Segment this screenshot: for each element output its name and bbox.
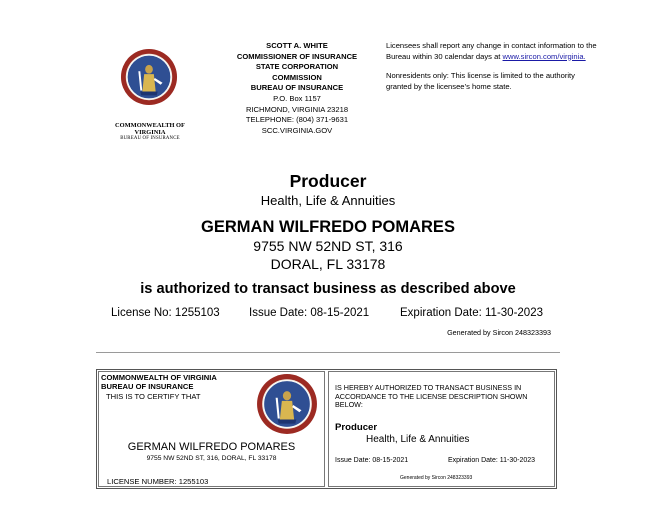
license-number: License No: 1255103 (111, 307, 220, 319)
agency-line-2: COMMISSION (272, 72, 322, 82)
commissioner-title: COMMISSIONER OF INSURANCE (236, 51, 358, 61)
telephone: TELEPHONE: (804) 371-9631 (245, 115, 349, 125)
issue-date: Issue Date: 08-15-2021 (249, 307, 370, 319)
card-license-number: LICENSE NUMBER: 1255103 (107, 477, 209, 486)
card-bureau: BUREAU OF INSURANCE (101, 382, 194, 391)
commissioner-name: SCOTT A. WHITE (266, 41, 328, 50)
agency-line-1: STATE CORPORATION (255, 62, 339, 72)
seal-caption (98, 122, 202, 136)
card-address: 9755 NW 52ND ST, 316, DORAL, FL 33178 (146, 455, 277, 462)
lines-of-authority: Health, Life & Annuities (260, 193, 396, 208)
card-seal-icon (256, 373, 318, 435)
card-state: COMMONWEALTH OF VIRGINIA (101, 373, 217, 382)
expiration-date: Expiration Date: 11-30-2023 (400, 307, 543, 319)
contact-change-text: Licensees shall report any change in contact information to the Bureau within 30 calendar days at (386, 41, 597, 61)
website: SCC.VIRGINIA.GOV (261, 125, 333, 135)
seal-caption-commonwealth: COMMONWEALTH OF (115, 122, 185, 129)
card-generated-by: Generated by Sircon 248323393 (400, 475, 473, 481)
commissioner-block (226, 41, 368, 136)
card-lines-of-authority: Health, Life & Annuities (366, 434, 470, 445)
address-line-1: 9755 NW 52ND ST, 316 (253, 238, 403, 254)
address-line-2: DORAL, FL 33178 (270, 256, 386, 272)
cut-line-divider (96, 352, 560, 353)
card-certify: THIS IS TO CERTIFY THAT (106, 392, 201, 401)
license-notes (386, 41, 598, 92)
nonresident-note: Nonresidents only: This license is limited to the authority granted by the licensee’s home state. (386, 71, 575, 91)
card-issue-date: Issue Date: 08-15-2021 (335, 457, 409, 464)
card-expiration-date: Expiration Date: 11-30-2023 (448, 457, 536, 464)
sircon-link[interactable]: www.sircon.com/virginia. (502, 51, 586, 61)
generated-by: Generated by Sircon 248323393 (447, 328, 551, 337)
agency-line-3: BUREAU OF INSURANCE (250, 83, 344, 93)
seal-caption-bureau: BUREAU OF INSURANCE (120, 136, 180, 141)
city: RICHMOND, VIRGINIA 23218 (245, 104, 349, 114)
authorized-statement: is authorized to transact business as described above (140, 281, 516, 297)
licensee-name: GERMAN WILFREDO POMARES (201, 218, 455, 236)
seal-caption-virginia: VIRGINIA (134, 129, 166, 136)
virginia-seal-icon (120, 48, 178, 106)
contact-change-note (386, 41, 598, 62)
card-authorized-text: IS HEREBY AUTHORIZED TO TRANSACT BUSINESS IN ACCORDANCE TO THE LICENSE DESCRIPTION SHOWN BELOW: (335, 383, 528, 410)
card-license-type: Producer (335, 422, 378, 433)
license-type: Producer (289, 171, 367, 191)
card-licensee-name: GERMAN WILFREDO POMARES (127, 441, 296, 453)
po-box: P.O. Box 1157 (273, 93, 321, 103)
